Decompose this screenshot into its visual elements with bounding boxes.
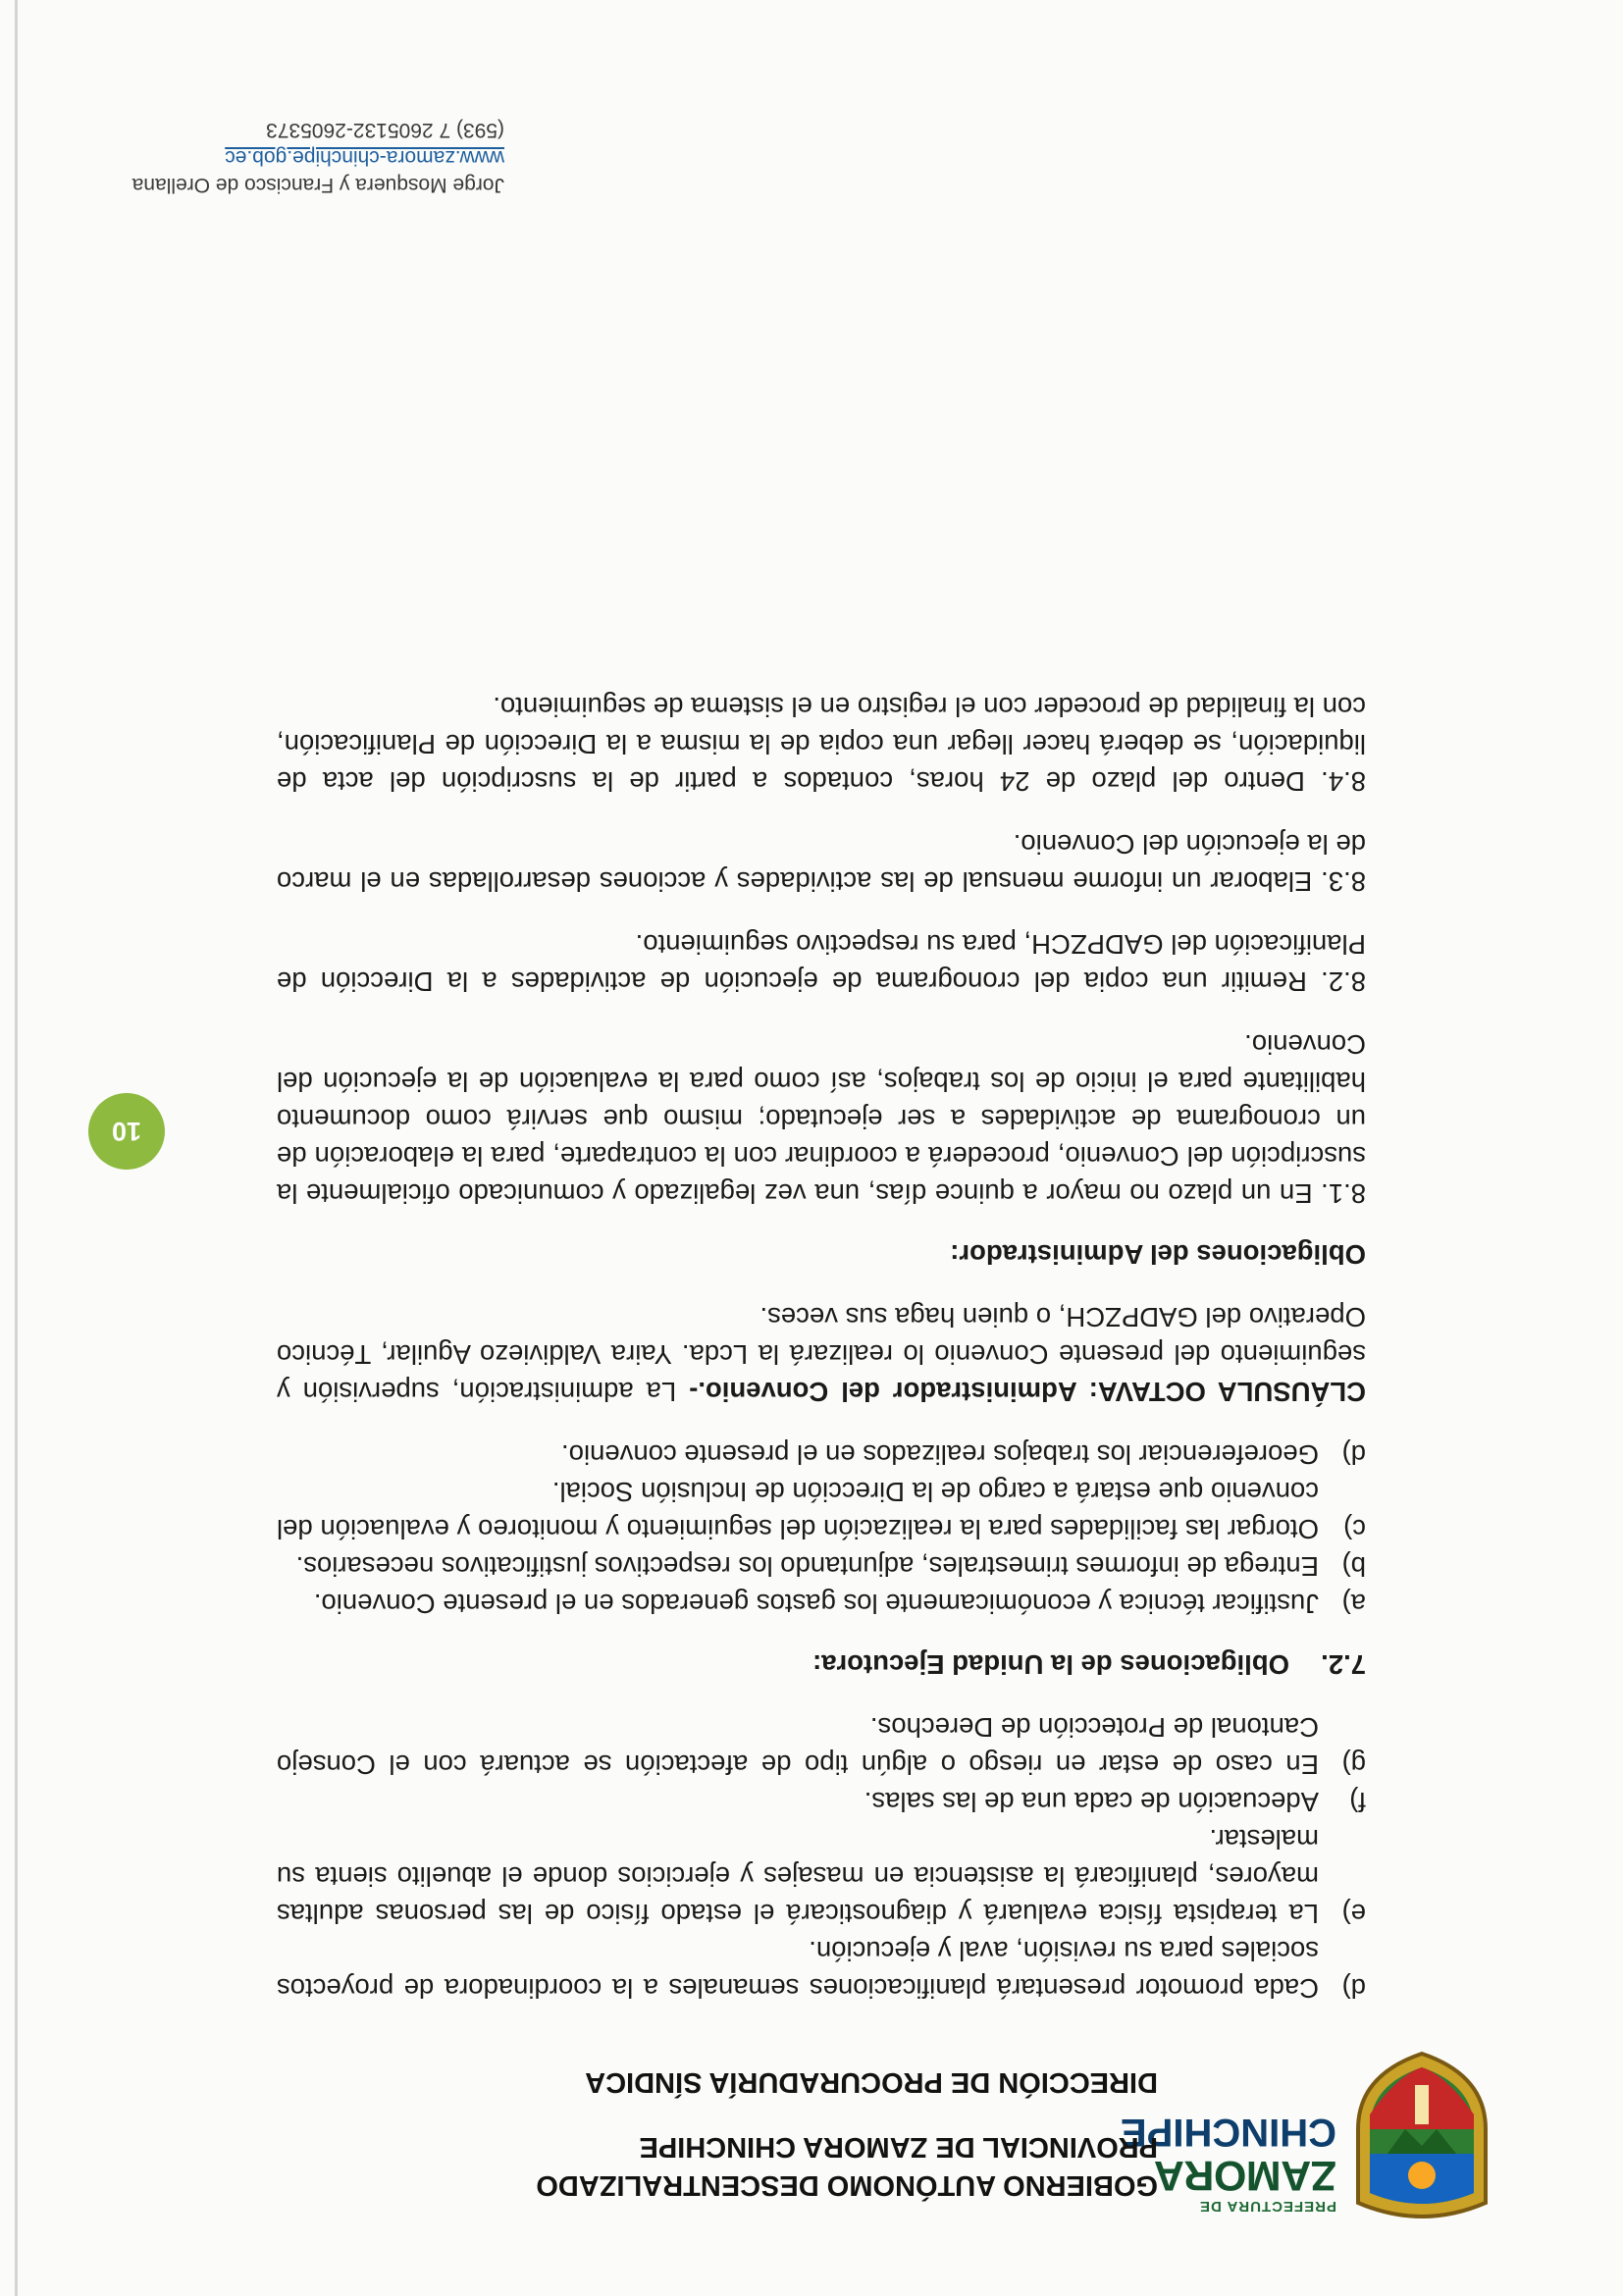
- section-title: Obligaciones de la Unidad Ejecutora:: [812, 1649, 1289, 1680]
- administrator-obligations-heading: Obligaciones del Administrador:: [950, 1239, 1366, 1270]
- list-item-text: Otorgar las facilidades para la realización del seguimiento y monitoreo y evaluación del convenio que estará a cargo de la Dirección de Inclusión Social.: [277, 1477, 1319, 1544]
- list-item-label: g): [1341, 1749, 1366, 1780]
- list-item: [277, 1932, 1366, 2007]
- clause-heading: CLÁUSULA OCTAVA: Administrador del Convenio.-: [689, 1377, 1366, 1407]
- obligation-8-2: 8.2. Remitir una copia del cronograma de ejecución de actividades a la Dirección de Planificación del GADPZCH, para su respectivo seguimiento.: [277, 929, 1366, 997]
- list-item-label: d): [1341, 1973, 1366, 2004]
- list-item: [277, 1820, 1366, 1932]
- section-heading-7-2: [277, 1645, 1366, 1683]
- document-body: [277, 688, 1366, 2007]
- list-item: [277, 1473, 1366, 1547]
- footer-website-link[interactable]: www.zamora-chinchipe.gob.ec: [225, 146, 504, 169]
- list-item-text: Adecuación de cada una de las salas.: [864, 1787, 1319, 1817]
- clause-eighth-paragraph: [277, 1298, 1366, 1410]
- organization-name: GOBIERNO AUTÓNOMO DESCENTRALIZADO PROVINCIAL DE ZAMORA CHINCHIPE: [536, 2131, 1158, 2201]
- brand-line-2: CHINCHIPE: [1120, 2111, 1336, 2154]
- list-item-text: La terapista física evaluará y diagnosticará el estado físico de las personas adultas mayores, planificará la asistencia en masajes y ejercicios donde el abuelito sienta su malestar.: [277, 1824, 1319, 1929]
- list-item-text: Georeferenciar los trabajos realizados en el presente convenio.: [561, 1439, 1319, 1470]
- list-item: [277, 1708, 1366, 1783]
- list-item-label: d): [1341, 1439, 1366, 1470]
- list-item-label: a): [1341, 1589, 1366, 1619]
- list-item-label: e): [1341, 1899, 1366, 1929]
- brand-line-1: ZAMORA: [1154, 2152, 1336, 2199]
- footer-address: Jorge Mosquera y Francisco de Orellana: [131, 174, 504, 196]
- list-item: [277, 1783, 1366, 1820]
- page-footer: [131, 116, 504, 198]
- list-item-label: b): [1341, 1551, 1366, 1582]
- list-item-text: Justificar técnica y económicamente los gastos generados en el presente Convenio.: [313, 1589, 1319, 1619]
- list-item: [277, 1585, 1366, 1622]
- list-item-label: c): [1343, 1514, 1366, 1544]
- list-item-text: Cada promotor presentará planificaciones semanales a la coordinadora de proyectos sociales para su revisión, aval y ejecución.: [277, 1936, 1319, 2004]
- footer-phone: (593) 7 2605132-2605373: [266, 119, 504, 141]
- scan-edge-line: [15, 0, 18, 2296]
- list-item-label: f): [1349, 1787, 1366, 1817]
- list-item-text: En caso de estar en riesgo o algún tipo de afectación se actuará con el Consejo Cantonal de Protección de Derechos.: [277, 1712, 1319, 1780]
- list-item-text: Entrega de informes trimestrales, adjuntando los respectivos justificativos necesarios.: [295, 1551, 1319, 1582]
- brand-wordmark: [1120, 2111, 1336, 2215]
- list-item: [277, 1547, 1366, 1585]
- obligation-8-3: 8.3. Elaborar un informe mensual de las actividades y acciones desarrolladas en el marco de la ejecución del Convenio.: [277, 829, 1366, 897]
- section-number: 7.2.: [1321, 1649, 1366, 1680]
- obligation-8-4: 8.4. Dentro del plazo de 24 horas, contados a partir de la suscripción del acta de liquidación, se deberá hacer llegar una copia de la misma a la Dirección de Planificación, con la finalidad de proceder con el registro en el sistema de seguimiento.: [277, 692, 1366, 797]
- organization-subtitle: DIRECCIÓN DE PROCURADURÍA SÍNDICA: [585, 2066, 1158, 2098]
- obligation-8-1: 8.1. En un plazo no mayor a quince días, una vez legalizado y comunicado oficialmente la suscripción del Convenio, procederá a coordinar con la contraparte, para la elaboración de un cronograma de actividades a ser ejecutado; mismo que servirá como documento habilitante para el inicio de los trabajos, así como para la evaluación de la ejecución del Convenio.: [277, 1029, 1366, 1209]
- page-number-badge: 10: [88, 1093, 165, 1170]
- list-item: [277, 1435, 1366, 1473]
- clause-text: La administración, supervisión y seguimiento del presente Convenio lo realizará la Lcda. Yaira Valdiviezo Aguilar, Técnico Operativo del GADPZCH, o quien haga sus veces.: [277, 1302, 1366, 1407]
- brand-prefix: PREFECTURA DE: [1199, 2198, 1336, 2215]
- prefectura-coat-of-arms-logo: [1348, 2051, 1495, 2222]
